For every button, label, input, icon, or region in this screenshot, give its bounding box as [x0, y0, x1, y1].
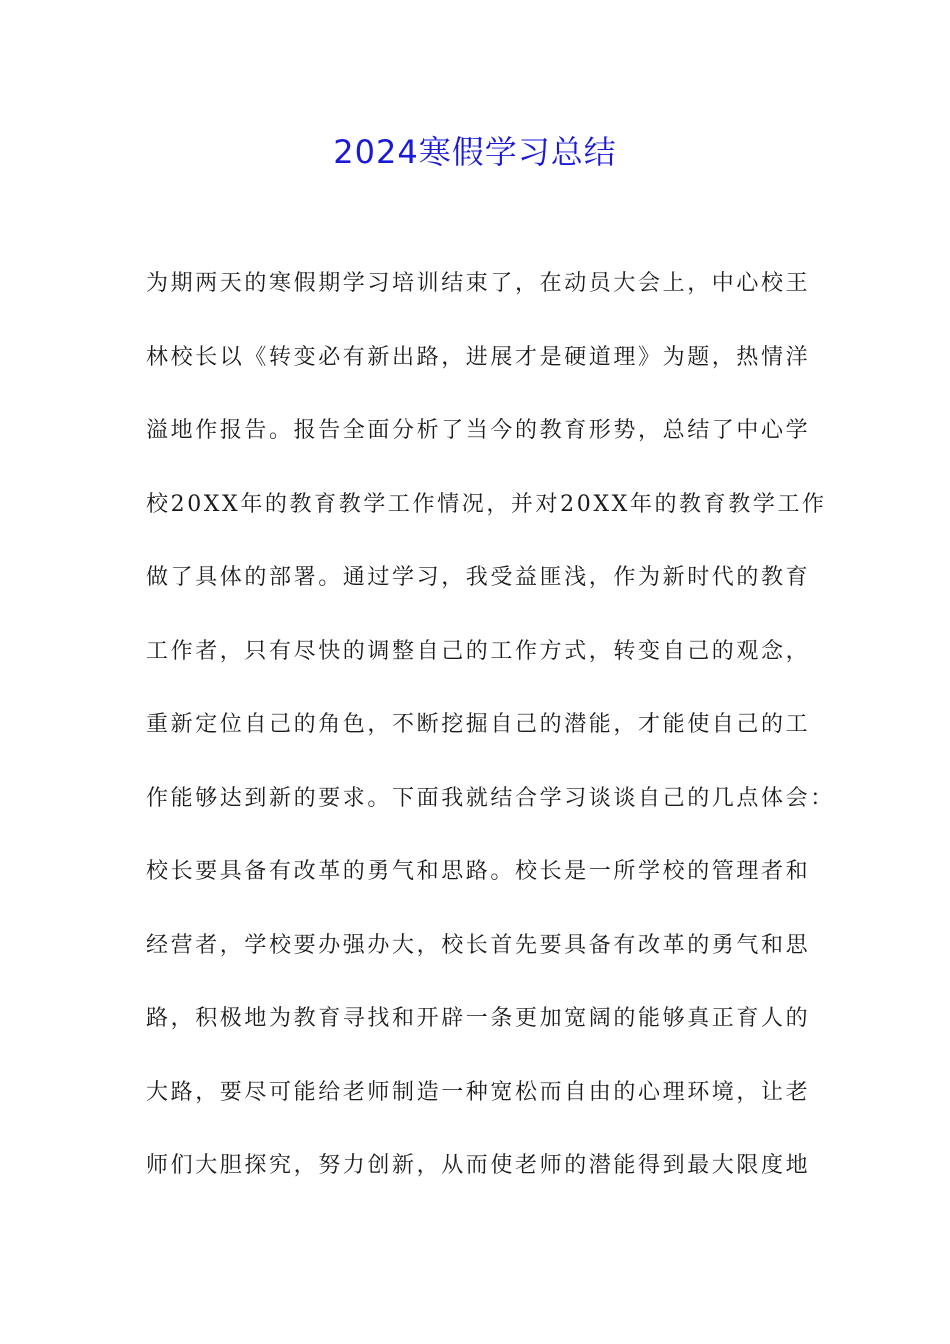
body-line: 校20XX年的教育教学工作情况，并对20XX年的教育教学工作 — [146, 491, 827, 517]
document-body — [146, 258, 835, 1214]
body-line: 溢地作报告。报告全面分析了当今的教育形势，总结了中心学 — [146, 418, 811, 443]
body-line: 作能够达到新的要求。下面我就结合学习谈谈自己的几点体会： — [146, 785, 835, 811]
body-line: 重新定位自己的角色，不断挖掘自己的潜能，才能使自己的工 — [146, 712, 811, 737]
body-line: 做了具体的部署。通过学习，我受益匪浅，作为新时代的教育 — [146, 565, 811, 590]
body-line: 师们大胆探究，努力创新，从而使老师的潜能得到最大限度地 — [146, 1153, 811, 1178]
body-line: 路，积极地为教育寻找和开辟一条更加宽阔的能够真正育人的 — [146, 1006, 811, 1031]
body-line: 经营者，学校要办强办大，校长首先要具备有改革的勇气和思 — [146, 932, 811, 958]
body-line: 林校长以《转变必有新出路，进展才是硬道理》为题，热情洋 — [146, 344, 811, 370]
document-title: 2024寒假学习总结 — [333, 133, 617, 171]
body-line: 校长要具备有改革的勇气和思路。校长是一所学校的管理者和 — [146, 859, 811, 884]
body-line: 大路，要尽可能给老师制造一种宽松而自由的心理环境，让老 — [146, 1079, 811, 1105]
body-line: 工作者，只有尽快的调整自己的工作方式，转变自己的观念， — [146, 638, 811, 664]
body-line: 为期两天的寒假期学习培训结束了，在动员大会上，中心校王 — [146, 271, 811, 296]
